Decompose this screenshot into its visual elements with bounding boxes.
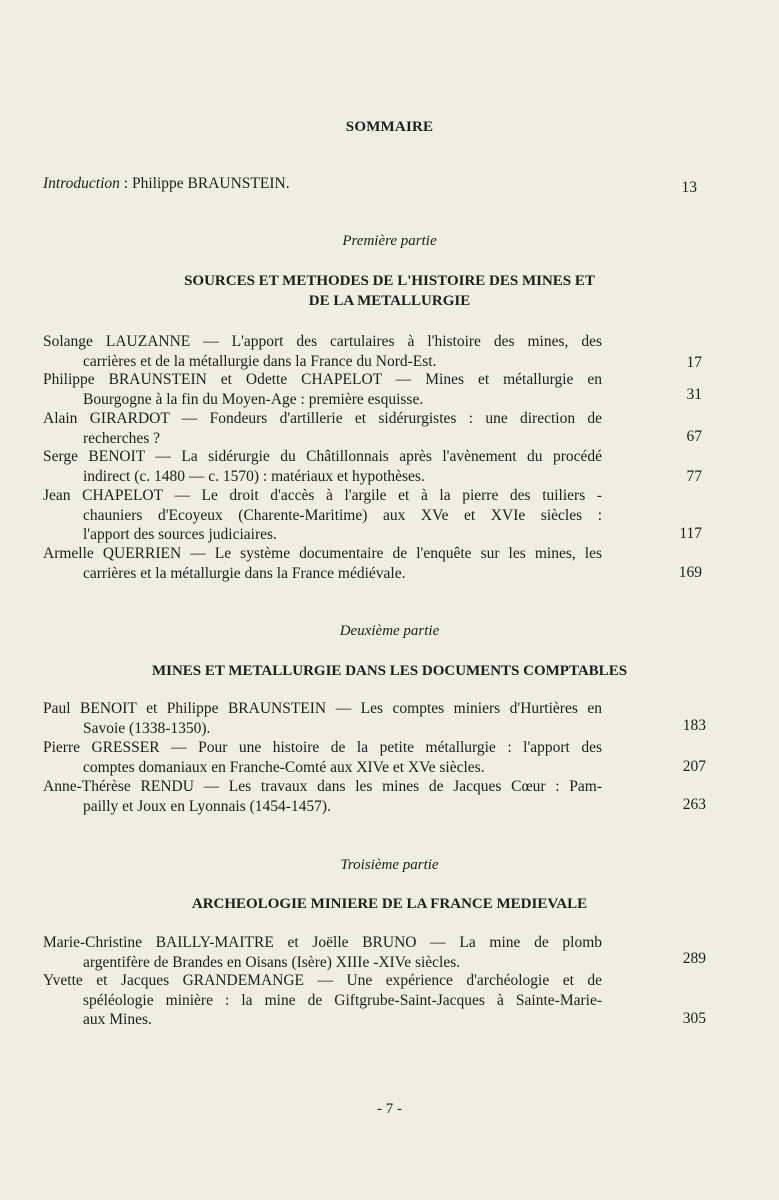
introduction-label: Introduction bbox=[43, 175, 120, 192]
part-heading-line: SOURCES ET METHODES DE L'HISTOIRE DES MINES ET bbox=[184, 273, 595, 289]
page-number: 67 bbox=[686, 428, 702, 445]
toc-entry bbox=[43, 971, 602, 1030]
page-footer: - 7 - bbox=[377, 1101, 402, 1117]
entry-line: carrières et de la métallurgie dans la France du Nord-Est. bbox=[83, 352, 437, 370]
toc-entry bbox=[43, 447, 602, 486]
page-number: 17 bbox=[686, 354, 702, 371]
toc-entry bbox=[43, 777, 602, 816]
entry-line: Bourgogne à la fin du Moyen-Age : première esquisse. bbox=[83, 390, 424, 408]
toc-entry bbox=[43, 486, 602, 545]
entry-line: comptes domaniaux en Franche-Comté aux XIVe et XVe siècles. bbox=[83, 758, 485, 776]
entry-line: l'apport des sources judiciaires. bbox=[83, 526, 277, 544]
entry-line: Armelle QUERRIEN — Le système documentaire de l'enquête sur les mines, les bbox=[43, 545, 602, 562]
entry-line: Philippe BRAUNSTEIN et Odette CHAPELOT — Mines et métallurgie en bbox=[43, 371, 602, 388]
page-number: 207 bbox=[682, 758, 706, 775]
entry-line: Solange LAUZANNE — L'apport des cartulaires à l'histoire des mines, des bbox=[43, 333, 602, 350]
part-heading bbox=[0, 271, 779, 311]
toc-entry bbox=[43, 544, 602, 583]
entry-line: aux Mines. bbox=[83, 1011, 152, 1029]
toc-entry bbox=[43, 699, 602, 738]
entry-line: indirect (c. 1480 — c. 1570) : matériaux et hypothèses. bbox=[83, 467, 425, 485]
entry-line: carrières et la métallurgie dans la France médiévale. bbox=[83, 564, 406, 582]
entry-line: Savoie (1338-1350). bbox=[83, 719, 211, 737]
introduction-line bbox=[43, 174, 290, 193]
entry-line: Paul BENOIT et Philippe BRAUNSTEIN — Les comptes miniers d'Hurtières en bbox=[43, 700, 602, 717]
entry-line: Marie-Christine BAILLY-MAITRE et Joëlle BRUNO — La mine de plomb bbox=[43, 934, 602, 951]
entry-line: pailly et Joux en Lyonnais (1454-1457). bbox=[83, 797, 331, 815]
part-heading bbox=[0, 894, 779, 914]
page-title: SOMMAIRE bbox=[345, 119, 434, 135]
entry-line: recherches ? bbox=[83, 429, 161, 447]
part-heading bbox=[0, 661, 779, 681]
page-number: 305 bbox=[682, 1010, 706, 1027]
toc-entry bbox=[43, 332, 602, 371]
page-number: 289 bbox=[682, 950, 706, 967]
part-heading-line: DE LA METALLURGIE bbox=[308, 293, 471, 309]
entry-line: Alain GIRARDOT — Fondeurs d'artillerie et sidérurgistes : une direction de bbox=[43, 410, 602, 427]
entry-line: Anne-Thérèse RENDU — Les travaux dans les mines de Jacques Cœur : Pam- bbox=[43, 778, 602, 795]
entry-line: Yvette et Jacques GRANDEMANGE — Une expérience d'archéologie et de bbox=[43, 972, 602, 989]
part-heading-line: MINES ET METALLURGIE DANS LES DOCUMENTS COMPTABLES bbox=[151, 663, 628, 679]
entry-line: Jean CHAPELOT — Le droit d'accès à l'argile et à la pierre des tuiliers - bbox=[43, 487, 602, 504]
entry-line: argentifère de Brandes en Oisans (Isère) XIIIe -XIVe siècles. bbox=[83, 953, 461, 971]
entry-line: spéléologie minière : la mine de Giftgrube-Saint-Jacques à Sainte-Marie- bbox=[83, 991, 602, 1009]
entry-line: Serge BENOIT — La sidérurgie du Châtillonnais après l'avènement du procédé bbox=[43, 448, 602, 465]
part-heading-line: ARCHEOLOGIE MINIERE DE LA FRANCE MEDIEVALE bbox=[191, 896, 588, 912]
page-number: 263 bbox=[682, 796, 706, 813]
entry-line: Pierre GRESSER — Pour une histoire de la petite métallurgie : l'apport des bbox=[43, 739, 602, 756]
part-label: Troisième partie bbox=[340, 857, 439, 873]
part-label: Deuxième partie bbox=[339, 623, 440, 639]
toc-entry bbox=[43, 933, 602, 972]
entry-line: chauniers d'Ecoyeux (Charente-Maritime) aux XVe et XVIe siècles : bbox=[83, 506, 602, 524]
introduction-text: : Philippe BRAUNSTEIN. bbox=[119, 175, 290, 192]
toc-entry bbox=[43, 409, 602, 448]
page-number: 13 bbox=[681, 179, 697, 196]
page-number: 117 bbox=[679, 525, 702, 542]
page-number: 169 bbox=[678, 564, 702, 581]
toc-entry bbox=[43, 738, 602, 777]
page-number: 183 bbox=[682, 717, 706, 734]
toc-entry bbox=[43, 370, 602, 409]
part-label: Première partie bbox=[342, 233, 437, 249]
page-number: 77 bbox=[686, 468, 702, 485]
page-number: 31 bbox=[686, 386, 702, 403]
